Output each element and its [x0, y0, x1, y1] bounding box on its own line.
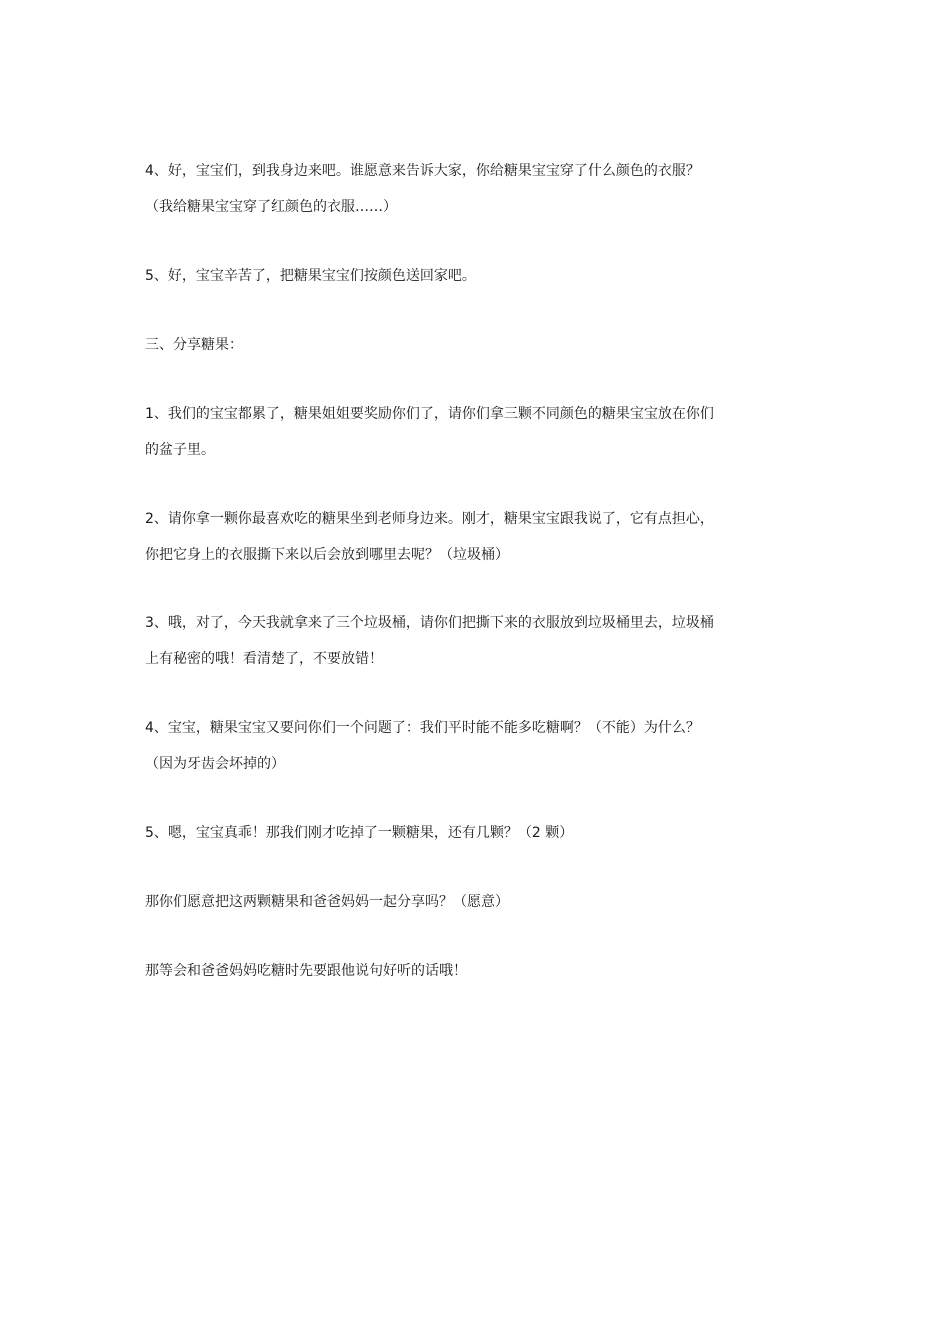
- paragraph-share-step-1: [145, 396, 805, 468]
- text-line: 1、我们的宝宝都累了，糖果姐姐要奖励你们了，请你们拿三颗不同颜色的糖果宝宝放在你们: [145, 406, 714, 422]
- text-line: 你把它身上的衣服撕下来以后会放到哪里去呢？（垃圾桶）: [145, 547, 509, 563]
- text-line: 那你们愿意把这两颗糖果和爸爸妈妈一起分享吗？（愿意）: [145, 894, 509, 910]
- text-line: 5、嗯，宝宝真乖！那我们刚才吃掉了一颗糖果，还有几颗？（2 颗）: [145, 825, 574, 841]
- text-line: 4、宝宝，糖果宝宝又要问你们一个问题了：我们平时能不能多吃糖啊？（不能）为什么？: [145, 720, 700, 736]
- text-line: 的盆子里。: [145, 442, 215, 458]
- text-line: 那等会和爸爸妈妈吃糖时先要跟他说句好听的话哦！: [145, 963, 467, 979]
- text-line: 3、哦，对了，今天我就拿来了三个垃圾桶，请你们把撕下来的衣服放到垃圾桶里去，垃圾桶: [145, 615, 714, 631]
- text-line: 5、好，宝宝辛苦了，把糖果宝宝们按颜色送回家吧。: [145, 268, 476, 284]
- section-heading-share-candy: [145, 327, 805, 363]
- text-line: （因为牙齿会坏掉的）: [145, 756, 285, 772]
- paragraph-share-step-4: [145, 710, 805, 782]
- text-line: 上有秘密的哦！看清楚了，不要放错！: [145, 651, 383, 667]
- paragraph-share-ask: [145, 884, 805, 920]
- paragraph-share-step-5: [145, 815, 805, 851]
- paragraph-step-5-send-home: [145, 258, 805, 294]
- text-line: 2、请你拿一颗你最喜欢吃的糖果坐到老师身边来。刚才，糖果宝宝跟我说了，它有点担心，: [145, 511, 714, 527]
- paragraph-share-step-2: [145, 501, 805, 573]
- paragraph-share-closing: [145, 953, 805, 989]
- heading-line: 三、分享糖果：: [145, 337, 243, 353]
- paragraph-share-step-3: [145, 605, 805, 677]
- text-line: 4、好，宝宝们，到我身边来吧。谁愿意来告诉大家，你给糖果宝宝穿了什么颜色的衣服？: [145, 163, 700, 179]
- paragraph-step-4-dress: [145, 153, 805, 225]
- text-line: （我给糖果宝宝穿了红颜色的衣服……）: [145, 199, 397, 215]
